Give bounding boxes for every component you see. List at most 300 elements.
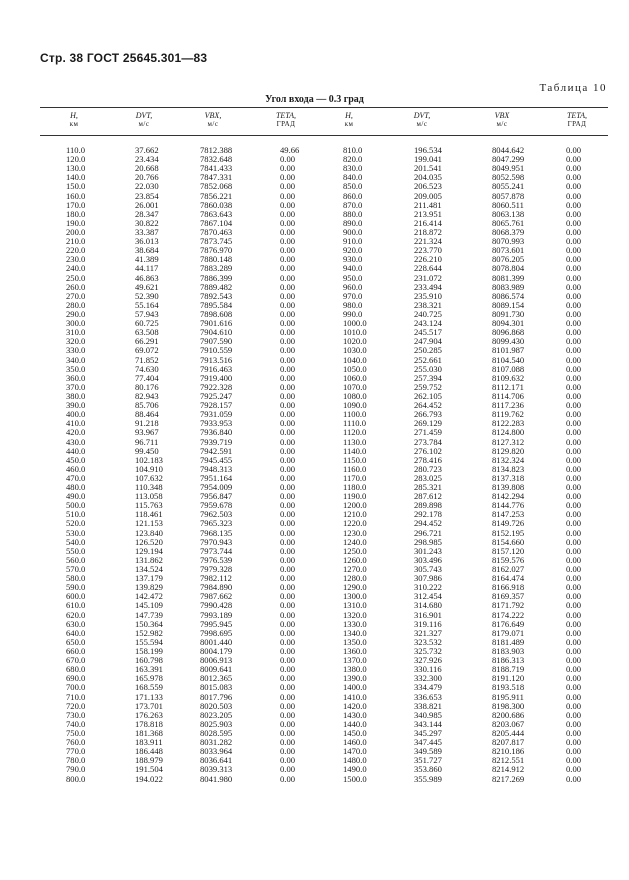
- table-cell: 63.508: [135, 327, 159, 338]
- table-cell: 150.0: [66, 181, 86, 192]
- table-cell: 8109.632: [492, 372, 525, 383]
- table-cell: 8017.796: [200, 691, 233, 702]
- table-cell: 26.001: [135, 199, 159, 210]
- table-cell: 0.00: [280, 190, 296, 201]
- table-cell: 1240.0: [343, 536, 367, 547]
- table-cell: 480.0: [66, 482, 86, 493]
- table-cell: 0.00: [280, 728, 296, 738]
- table-cell: 570.0: [66, 564, 86, 575]
- table-cell: 0.00: [280, 463, 296, 474]
- table-cell: 110.0: [66, 145, 86, 155]
- table-cell: 325.732: [414, 646, 442, 657]
- table-cell: 181.368: [135, 728, 163, 738]
- table-cell: 0.00: [566, 245, 582, 256]
- table-cell: 7984.890: [200, 582, 233, 593]
- table-cell: 262.105: [414, 390, 442, 401]
- table-cell: 7982.112: [200, 573, 232, 584]
- table-cell: 900.0: [343, 226, 363, 237]
- table-cell: 228.644: [414, 263, 442, 274]
- table-cell: 1430.0: [343, 709, 367, 720]
- table-cell: 0.00: [566, 472, 582, 483]
- table-cell: 310.0: [66, 327, 86, 338]
- table-cell: 0.00: [280, 163, 296, 174]
- table-cell: 30.822: [135, 217, 159, 228]
- table-cell: 8091.730: [492, 308, 525, 319]
- table-cell: 155.594: [135, 636, 163, 647]
- table-cell: 8055.241: [492, 181, 525, 192]
- table-cell: 700.0: [66, 682, 86, 693]
- table-cell: 8057.878: [492, 190, 525, 201]
- table-cell: 1010.0: [343, 327, 367, 338]
- table-cell: 0.00: [280, 609, 296, 620]
- column-header-name: H,: [70, 111, 78, 120]
- table-cell: 8039.313: [200, 764, 233, 775]
- table-cell: 199.041: [414, 154, 442, 165]
- column-header: [476, 112, 528, 128]
- table-cell: 303.496: [414, 554, 442, 565]
- table-cell: 211.481: [414, 199, 442, 210]
- table-cell: 0.00: [566, 345, 582, 356]
- table-cell: 1170.0: [343, 472, 367, 483]
- table-cell: 530.0: [66, 527, 86, 538]
- table-cell: 240.725: [414, 308, 442, 319]
- table-cell: 8154.660: [492, 536, 525, 547]
- table-cell: 0.00: [280, 618, 296, 629]
- table-cell: 930.0: [343, 254, 363, 265]
- table-cell: 8020.503: [200, 700, 233, 711]
- table-cell: 0.00: [280, 664, 296, 675]
- table-cell: 8076.205: [492, 254, 525, 265]
- table-cell: 7907.590: [200, 336, 233, 347]
- table-cell: 7951.164: [200, 472, 233, 483]
- table-cell: 7883.289: [200, 263, 233, 274]
- table-cell: 0.00: [280, 773, 296, 784]
- table-cell: 77.404: [135, 372, 159, 383]
- column-header: [398, 112, 446, 128]
- table-cell: 7959.678: [200, 500, 233, 511]
- table-cell: 269.129: [414, 418, 442, 429]
- table-cell: 165.978: [135, 673, 163, 684]
- table-cell: 0.00: [280, 281, 296, 292]
- table-cell: 7863.643: [200, 208, 233, 219]
- table-cell: 7933.953: [200, 418, 233, 429]
- table-body: [40, 146, 608, 784]
- table-cell: 69.072: [135, 345, 159, 356]
- table-cell: 1250.0: [343, 545, 367, 556]
- table-cell: 131.862: [135, 554, 163, 565]
- table-cell: 176.263: [135, 709, 163, 720]
- table-cell: 0.00: [280, 718, 296, 729]
- table-cell: 0.00: [566, 154, 582, 165]
- table-cell: 0.00: [566, 509, 582, 520]
- table-cell: 0.00: [280, 682, 296, 693]
- table-cell: 1110.0: [343, 418, 366, 429]
- table-cell: 8012.365: [200, 673, 233, 684]
- table-cell: 610.0: [66, 600, 86, 611]
- table-cell: 0.00: [280, 509, 296, 520]
- table-cell: 780.0: [66, 755, 86, 766]
- column-header-unit: м/с: [138, 120, 150, 128]
- table-cell: 1380.0: [343, 664, 367, 675]
- table-cell: 830.0: [343, 163, 363, 174]
- table-cell: 152.982: [135, 627, 163, 638]
- table-cell: 430.0: [66, 436, 86, 447]
- table-cell: 0.00: [280, 673, 296, 684]
- table-cell: 1060.0: [343, 372, 367, 383]
- table-cell: 7970.943: [200, 536, 233, 547]
- table-cell: 8134.823: [492, 463, 525, 474]
- table-cell: 82.943: [135, 390, 159, 401]
- table-caption: Угол входа — 0.3 град: [265, 94, 364, 105]
- table-cell: 0.00: [566, 773, 582, 784]
- table-cell: 194.022: [135, 773, 163, 784]
- table-cell: 0.00: [566, 709, 582, 720]
- table-cell: 8129.820: [492, 445, 525, 456]
- table-cell: 332.300: [414, 673, 442, 684]
- column-header-unit: м/с: [207, 120, 219, 128]
- table-cell: 350.0: [66, 363, 86, 374]
- table-cell: 171.133: [135, 691, 163, 702]
- table-cell: 1480.0: [343, 755, 367, 766]
- table-cell: 8041.980: [200, 773, 233, 784]
- table-cell: 7990.428: [200, 600, 233, 611]
- table-cell: 540.0: [66, 536, 86, 547]
- column-header-name: TETA,: [566, 111, 588, 120]
- table-cell: 7852.068: [200, 181, 233, 192]
- table-cell: 8198.300: [492, 700, 525, 711]
- table-cell: 0.00: [566, 582, 582, 593]
- table-cell: 0.00: [280, 500, 296, 511]
- table-cell: 0.00: [280, 737, 296, 748]
- table-cell: 8023.205: [200, 709, 233, 720]
- table-cell: 46.863: [135, 272, 159, 283]
- table-cell: 740.0: [66, 718, 86, 729]
- table-cell: 142.472: [135, 591, 163, 602]
- table-cell: 0.00: [566, 646, 582, 657]
- column-header-name: DVT,: [413, 111, 431, 120]
- table-cell: 410.0: [66, 418, 86, 429]
- table-cell: 247.904: [414, 336, 442, 347]
- table-cell: 186.448: [135, 746, 163, 757]
- table-cell: 1050.0: [343, 363, 367, 374]
- table-cell: 7904.610: [200, 327, 233, 338]
- table-cell: 0.00: [280, 172, 296, 183]
- table-cell: 260.0: [66, 281, 86, 292]
- table-cell: 0.00: [566, 190, 582, 201]
- table-cell: 490.0: [66, 491, 86, 502]
- table-cell: 940.0: [343, 263, 363, 274]
- column-header: [329, 112, 369, 128]
- table-cell: 250.0: [66, 272, 86, 283]
- table-cell: 290.0: [66, 308, 86, 319]
- table-cell: 8119.762: [492, 409, 524, 420]
- table-cell: 7856.221: [200, 190, 233, 201]
- table-cell: 8094.301: [492, 318, 525, 329]
- table-cell: 0.00: [280, 527, 296, 538]
- table-cell: 8193.518: [492, 682, 525, 693]
- table-cell: 0.00: [280, 454, 296, 465]
- table-cell: 0.00: [566, 518, 582, 529]
- table-cell: 204.035: [414, 172, 442, 183]
- table-cell: 7954.009: [200, 482, 233, 493]
- table-cell: 0.00: [280, 327, 296, 338]
- table-cell: 7993.189: [200, 609, 233, 620]
- table-cell: 7910.559: [200, 345, 233, 356]
- table-cell: 0.00: [280, 345, 296, 356]
- table-cell: 720.0: [66, 700, 86, 711]
- table-cell: 7976.539: [200, 554, 233, 565]
- table-cell: 0.00: [566, 500, 582, 511]
- table-cell: 840.0: [343, 172, 363, 183]
- table-cell: 0.00: [566, 236, 582, 247]
- table-cell: 327.926: [414, 655, 442, 666]
- table-cell: 91.218: [135, 418, 159, 429]
- table-cell: 8063.138: [492, 208, 525, 219]
- table-cell: 8164.474: [492, 573, 525, 584]
- table-cell: 7916.463: [200, 363, 233, 374]
- table-cell: 0.00: [566, 591, 582, 602]
- table-cell: 118.461: [135, 509, 163, 520]
- table-cell: 0.00: [566, 746, 582, 757]
- table-cell: 163.391: [135, 664, 163, 675]
- table-cell: 210.0: [66, 236, 86, 247]
- table-cell: 1490.0: [343, 764, 367, 775]
- table-cell: 158.199: [135, 646, 163, 657]
- table-cell: 123.840: [135, 527, 163, 538]
- table-cell: 20.766: [135, 172, 159, 183]
- table-cell: 238.321: [414, 299, 442, 310]
- table-cell: 1420.0: [343, 700, 367, 711]
- table-cell: 115.763: [135, 500, 163, 511]
- table-cell: 226.210: [414, 254, 442, 265]
- table-cell: 7939.719: [200, 436, 233, 447]
- table-cell: 0.00: [280, 545, 296, 556]
- table-cell: 278.416: [414, 454, 442, 465]
- table-cell: 0.00: [280, 381, 296, 392]
- table-cell: 1360.0: [343, 646, 367, 657]
- table-cell: 22.030: [135, 181, 159, 192]
- table-cell: 0.00: [566, 573, 582, 584]
- table-cell: 0.00: [280, 655, 296, 666]
- table-cell: 370.0: [66, 381, 86, 392]
- table-cell: 750.0: [66, 728, 86, 738]
- table-cell: 28.347: [135, 208, 159, 219]
- table-cell: 349.589: [414, 746, 442, 757]
- table-cell: 271.459: [414, 427, 442, 438]
- table-cell: 8104.540: [492, 354, 525, 365]
- table-cell: 0.00: [280, 536, 296, 547]
- table-cell: 0.00: [280, 554, 296, 565]
- table-cell: 0.00: [566, 482, 582, 493]
- table-cell: 160.798: [135, 655, 163, 666]
- table-cell: 310.222: [414, 582, 442, 593]
- table-cell: 44.117: [135, 263, 159, 274]
- table-cell: 36.013: [135, 236, 159, 247]
- table-cell: 8181.489: [492, 636, 525, 647]
- table-cell: 0.00: [280, 436, 296, 447]
- table-cell: 1260.0: [343, 554, 367, 565]
- table-cell: 8112.171: [492, 381, 524, 392]
- table-cell: 8047.299: [492, 154, 525, 165]
- table-cell: 8015.083: [200, 682, 233, 693]
- table-cell: 183.911: [135, 737, 163, 748]
- table-cell: 137.179: [135, 573, 163, 584]
- table-cell: 980.0: [343, 299, 363, 310]
- table-cell: 7880.148: [200, 254, 233, 265]
- table-cell: 126.520: [135, 536, 163, 547]
- table-cell: 920.0: [343, 245, 363, 256]
- column-header: [266, 112, 306, 128]
- table-cell: 55.164: [135, 299, 159, 310]
- table-cell: 8081.399: [492, 272, 525, 283]
- table-cell: 0.00: [280, 199, 296, 210]
- column-header: [555, 112, 599, 128]
- table-cell: 235.910: [414, 290, 442, 301]
- table-cell: 600.0: [66, 591, 86, 602]
- table-cell: 8028.595: [200, 728, 233, 738]
- table-cell: 7942.591: [200, 445, 233, 456]
- table-cell: 8096.868: [492, 327, 525, 338]
- table-cell: 102.183: [135, 454, 163, 465]
- table-cell: 220.0: [66, 245, 86, 256]
- table-cell: 8114.706: [492, 390, 524, 401]
- table-cell: 0.00: [280, 764, 296, 775]
- table-cell: 0.00: [280, 409, 296, 420]
- table-cell: 276.102: [414, 445, 442, 456]
- table-cell: 590.0: [66, 582, 86, 593]
- table-cell: 0.00: [280, 700, 296, 711]
- table-cell: 340.985: [414, 709, 442, 720]
- column-header-unit: км: [344, 120, 354, 128]
- table-cell: 1270.0: [343, 564, 367, 575]
- table-cell: 170.0: [66, 199, 86, 210]
- table-cell: 1290.0: [343, 582, 367, 593]
- table-cell: 8049.951: [492, 163, 525, 174]
- table-cell: 1460.0: [343, 737, 367, 748]
- table-cell: 107.632: [135, 472, 163, 483]
- table-cell: 1300.0: [343, 591, 367, 602]
- table-top-rule: [40, 107, 608, 108]
- table-cell: 7876.970: [200, 245, 233, 256]
- table-cell: 0.00: [566, 700, 582, 711]
- table-cell: 8171.792: [492, 600, 525, 611]
- table-cell: 860.0: [343, 190, 363, 201]
- table-cell: 1000.0: [343, 318, 367, 329]
- table-cell: 0.00: [566, 728, 582, 738]
- table-cell: 0.00: [280, 755, 296, 766]
- table-cell: 8137.318: [492, 472, 525, 483]
- table-cell: 1330.0: [343, 618, 367, 629]
- table-cell: 8166.918: [492, 582, 525, 593]
- table-cell: 7892.543: [200, 290, 233, 301]
- table-cell: 0.00: [566, 636, 582, 647]
- table-cell: 0.00: [280, 636, 296, 647]
- table-cell: 38.684: [135, 245, 159, 256]
- table-cell: 206.523: [414, 181, 442, 192]
- table-cell: 7841.433: [200, 163, 233, 174]
- table-cell: 259.752: [414, 381, 442, 392]
- table-cell: 450.0: [66, 454, 86, 465]
- table-cell: 330.116: [414, 664, 442, 675]
- table-cell: 0.00: [280, 299, 296, 310]
- table-cell: 343.144: [414, 718, 442, 729]
- table-cell: 0.00: [566, 172, 582, 183]
- table-cell: 180.0: [66, 208, 86, 219]
- table-cell: 0.00: [280, 400, 296, 411]
- table-cell: 52.390: [135, 290, 159, 301]
- column-header-unit: ГРАД: [567, 120, 587, 128]
- table-cell: 8036.641: [200, 755, 233, 766]
- table-cell: 330.0: [66, 345, 86, 356]
- table-cell: 1400.0: [343, 682, 367, 693]
- table-cell: 0.00: [566, 372, 582, 383]
- table-cell: 7913.516: [200, 354, 233, 365]
- table-cell: 8205.444: [492, 728, 525, 738]
- table-cell: 139.829: [135, 582, 163, 593]
- column-header: [120, 112, 168, 128]
- table-cell: 1210.0: [343, 509, 367, 520]
- table-cell: 233.494: [414, 281, 442, 292]
- table-cell: 8122.283: [492, 418, 525, 429]
- table-cell: 0.00: [280, 646, 296, 657]
- table-cell: 0.00: [566, 436, 582, 447]
- table-cell: 0.00: [280, 336, 296, 347]
- table-cell: 0.00: [566, 354, 582, 365]
- table-cell: 230.0: [66, 254, 86, 265]
- table-cell: 93.967: [135, 427, 159, 438]
- table-cell: 1320.0: [343, 609, 367, 620]
- table-cell: 191.504: [135, 764, 163, 775]
- table-cell: 8025.903: [200, 718, 233, 729]
- table-cell: 0.00: [566, 363, 582, 374]
- table-cell: 0.00: [566, 627, 582, 638]
- table-cell: 8068.379: [492, 226, 525, 237]
- table-cell: 8052.598: [492, 172, 525, 183]
- table-cell: 1440.0: [343, 718, 367, 729]
- table-cell: 134.524: [135, 564, 163, 575]
- table-cell: 0.00: [566, 691, 582, 702]
- table-cell: 0.00: [280, 318, 296, 329]
- table-cell: 1120.0: [343, 427, 367, 438]
- table-cell: 1410.0: [343, 691, 367, 702]
- table-cell: 0.00: [280, 709, 296, 720]
- table-cell: 8099.430: [492, 336, 525, 347]
- table-cell: 0.00: [566, 390, 582, 401]
- table-cell: 7968.135: [200, 527, 233, 538]
- table-cell: 7945.455: [200, 454, 233, 465]
- page-header: Стр. 38 ГОСТ 25645.301—83: [40, 51, 208, 65]
- table-cell: 1230.0: [343, 527, 367, 538]
- table-cell: 85.706: [135, 400, 159, 411]
- column-header: [187, 112, 239, 128]
- column-header-unit: км: [69, 120, 79, 128]
- table-cell: 8210.186: [492, 746, 525, 757]
- table-cell: 0.00: [566, 400, 582, 411]
- table-cell: 0.00: [566, 208, 582, 219]
- column-header-unit: ГРАД: [276, 120, 296, 128]
- table-cell: 150.364: [135, 618, 163, 629]
- table-cell: 7870.463: [200, 226, 233, 237]
- table-cell: 8031.282: [200, 737, 233, 748]
- table-cell: 8207.817: [492, 737, 525, 748]
- table-cell: 0.00: [280, 746, 296, 757]
- table-cell: 8149.726: [492, 518, 525, 529]
- table-cell: 33.387: [135, 226, 159, 237]
- table-cell: 201.541: [414, 163, 442, 174]
- table-cell: 0.00: [280, 518, 296, 529]
- table-cell: 1390.0: [343, 673, 367, 684]
- table-cell: 96.711: [135, 436, 159, 447]
